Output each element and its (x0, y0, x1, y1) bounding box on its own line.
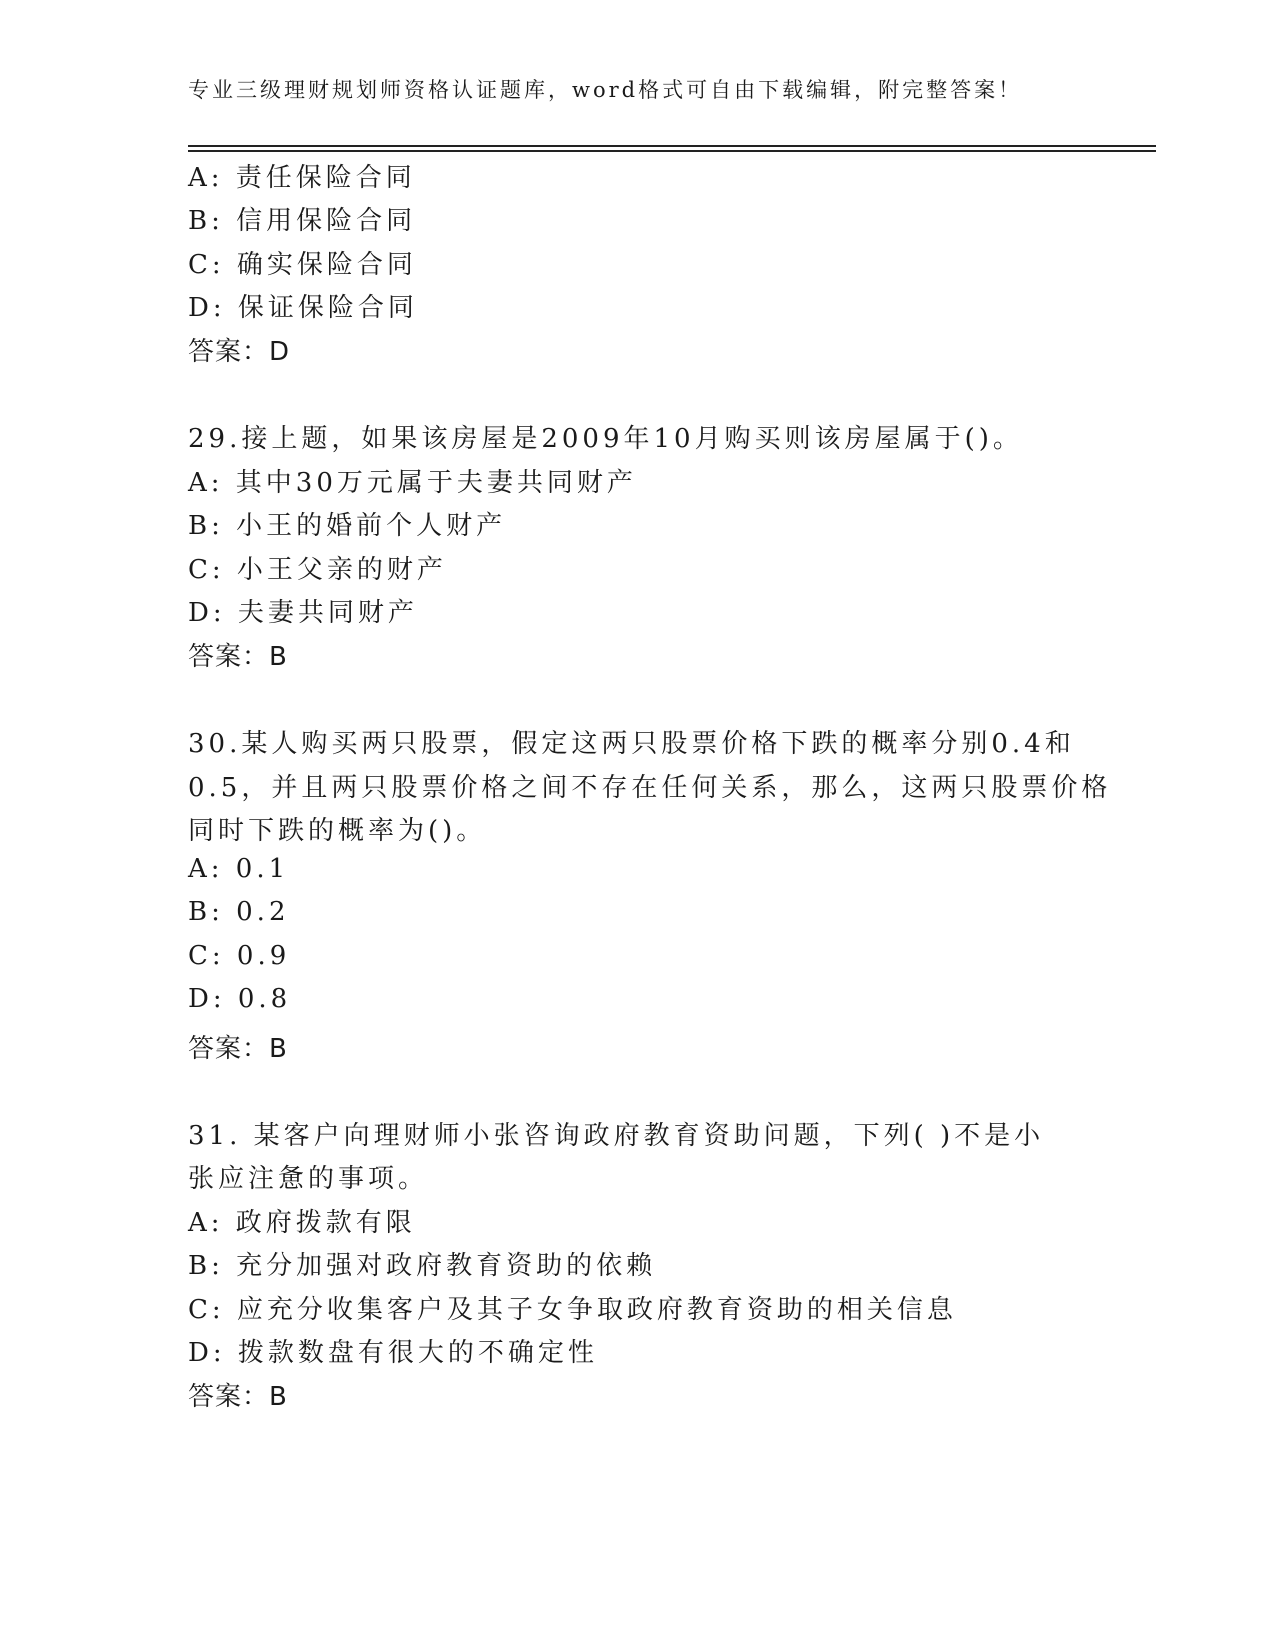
answer-line: 答案：B (188, 1382, 288, 1412)
answer-line: 答案：B (188, 642, 288, 672)
option-d: D: 0.8 (188, 984, 292, 1014)
answer-line: 答案：B (188, 1034, 288, 1064)
option-b: B: 0.2 (188, 897, 290, 927)
question-30-line-3: 同时下跌的概率为()。 (188, 816, 487, 846)
option-c: C: 小王父亲的财产 (188, 555, 447, 585)
option-b: B: 信用保险合同 (188, 206, 417, 236)
option-c: C: 0.9 (188, 941, 291, 971)
answer-line: 答案：D (188, 337, 291, 367)
option-d: D: 夫妻共同财产 (188, 598, 418, 628)
question-31-line-2: 张应注惫的事项。 (188, 1164, 429, 1194)
header-divider-bottom (188, 150, 1156, 152)
option-c: C: 应充分收集客户及其子女争取政府教育资助的相关信息 (188, 1295, 957, 1325)
option-d: D: 保证保险合同 (188, 293, 418, 323)
option-a: A: 0.1 (188, 854, 290, 884)
option-c: C: 确实保险合同 (188, 250, 417, 280)
question-30-line-2: 0.5，并且两只股票价格之间不存在任何关系，那么，这两只股票价格 (188, 773, 1112, 803)
option-b: B: 小王的婚前个人财产 (188, 511, 507, 541)
question-30-line-1: 30.某人购买两只股票，假定这两只股票价格下跌的概率分别0.4和 (188, 729, 1075, 759)
question-29: 29.接上题，如果该房屋是2009年10月购买则该房屋属于()。 (188, 424, 1023, 454)
header-divider-top (188, 145, 1156, 147)
page-header-title: 专业三级理财规划师资格认证题库，word格式可自由下载编辑，附完整答案！ (188, 78, 1023, 102)
option-a: A: 其中30万元属于夫妻共同财产 (188, 468, 637, 498)
option-d: D: 拨款数盘有很大的不确定性 (188, 1338, 598, 1368)
option-a: A: 责任保险合同 (188, 163, 416, 193)
option-a: A: 政府拨款有限 (188, 1208, 416, 1238)
question-31-line-1: 31. 某客户向理财师小张咨询政府教育资助问题，下列( )不是小 (188, 1121, 1045, 1151)
option-b: B: 充分加强对政府教育资助的依赖 (188, 1251, 657, 1281)
